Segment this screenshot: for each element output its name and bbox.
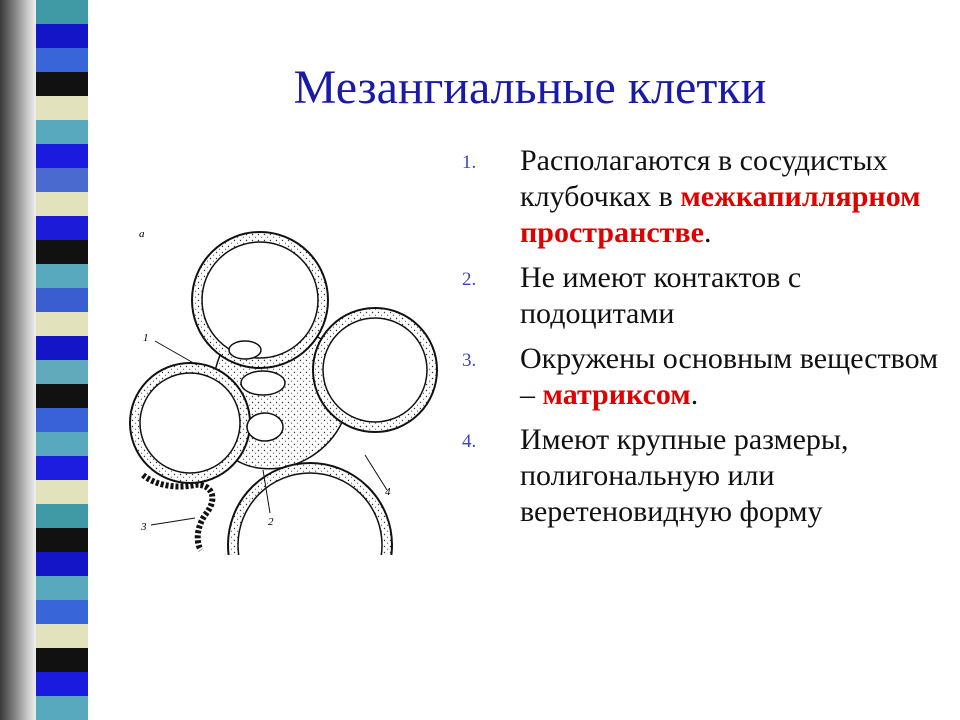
strip-segment	[36, 312, 88, 336]
strip-segment	[36, 0, 88, 24]
strip-segment	[36, 456, 88, 480]
strip-segment	[36, 384, 88, 408]
list-item	[462, 260, 942, 332]
capillary-loop-bottom	[228, 463, 392, 555]
diagram-panel-letter: а	[139, 228, 145, 240]
list-item-text	[520, 422, 942, 530]
list-item-text-end: .	[690, 378, 699, 411]
strip-segment	[36, 144, 88, 168]
highlighted-term: межкапиллярном пространстве	[520, 180, 921, 249]
strip-segment	[36, 648, 88, 672]
diagram-label-4: 4	[385, 486, 391, 498]
strip-segment	[36, 120, 88, 144]
strip-segment	[36, 192, 88, 216]
strip-segment	[36, 288, 88, 312]
strip-segment	[36, 528, 88, 552]
capillary-loop-right	[313, 308, 437, 432]
diagram-label-1: 1	[143, 332, 149, 344]
list-item	[462, 341, 942, 413]
strip-segment	[36, 576, 88, 600]
list-item	[462, 143, 942, 251]
list-item-number: 1.	[462, 152, 477, 173]
list-item-text	[520, 341, 942, 413]
list-item-number: 3.	[462, 350, 477, 371]
strip-segment	[36, 480, 88, 504]
list-item-number: 4.	[462, 431, 477, 452]
numbered-list	[462, 143, 942, 539]
list-item-number: 2.	[462, 269, 477, 290]
strip-segment	[36, 96, 88, 120]
strip-segment	[36, 240, 88, 264]
strip-segment	[36, 336, 88, 360]
glomerulus-capillary-diagram	[125, 215, 445, 555]
strip-segment	[36, 216, 88, 240]
slide-left-gradient-bar	[0, 0, 36, 720]
slide-title: Мезангиальные клетки	[293, 61, 767, 114]
strip-segment	[36, 72, 88, 96]
strip-segment	[36, 600, 88, 624]
diagram-label-3: 3	[141, 521, 147, 533]
strip-segment	[36, 624, 88, 648]
list-item-text	[520, 143, 942, 251]
highlighted-term: матриксом	[542, 378, 691, 411]
list-item-text-part: Не имеют контактов с подоцитами	[520, 261, 802, 330]
strip-segment	[36, 264, 88, 288]
strip-segment	[36, 696, 88, 720]
diagram-label-2: 2	[268, 516, 274, 528]
strip-segment	[36, 504, 88, 528]
list-item-text-part: Располагаются в сосудистых клубочках в	[520, 144, 888, 213]
strip-segment	[36, 48, 88, 72]
capillary-loop-left	[130, 363, 250, 483]
strip-segment	[36, 24, 88, 48]
list-item-text-part: Имеют крупные размеры, полигональную или веретеновидную форму	[520, 423, 849, 528]
list-item-text-end: .	[703, 216, 712, 249]
decorative-color-strip	[36, 0, 88, 720]
strip-segment	[36, 360, 88, 384]
strip-segment	[36, 672, 88, 696]
strip-segment	[36, 168, 88, 192]
strip-segment	[36, 432, 88, 456]
strip-segment	[36, 408, 88, 432]
list-item-text-part: Окружены основным веществом –	[520, 342, 939, 411]
podocyte-foot-processes	[143, 475, 212, 550]
list-item	[462, 422, 942, 530]
list-item-text	[520, 260, 942, 332]
strip-segment	[36, 552, 88, 576]
